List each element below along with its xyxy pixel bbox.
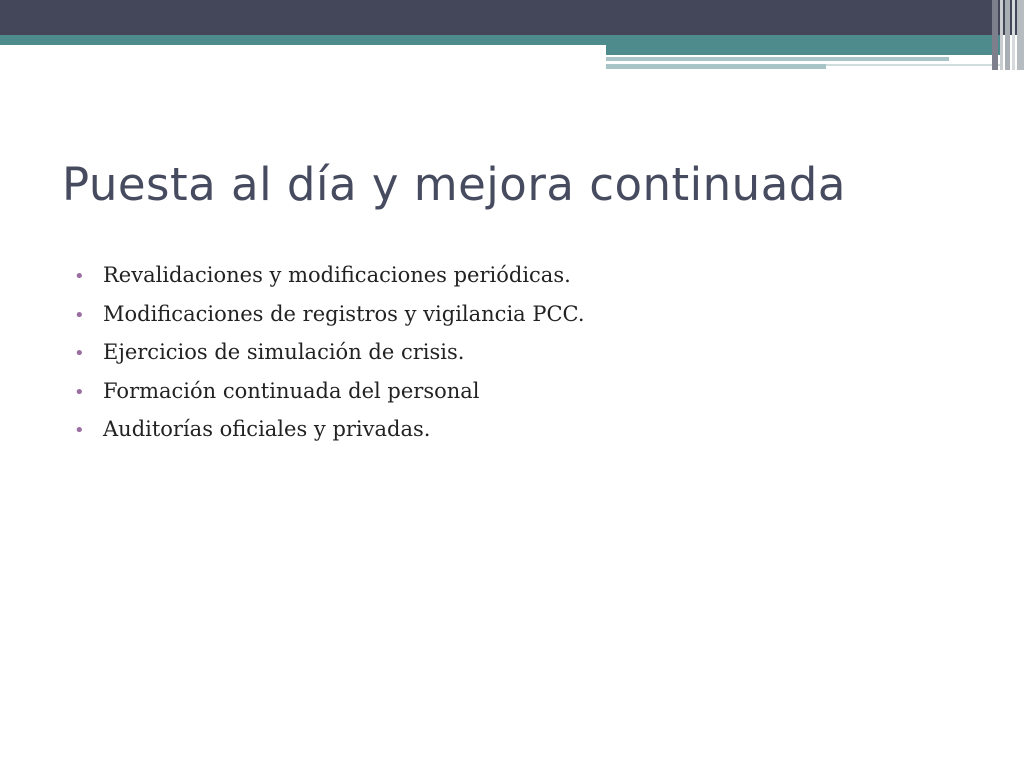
- corner-stripe: [1012, 0, 1015, 70]
- header-teal-accent: [606, 45, 1000, 55]
- bullet-icon: •: [74, 266, 85, 287]
- corner-stripe: [1017, 0, 1024, 70]
- corner-stripe: [1005, 0, 1010, 70]
- bullet-icon: •: [74, 420, 85, 441]
- header-teal-bar: [0, 35, 1000, 45]
- corner-stripe: [1000, 0, 1003, 70]
- list-item-text: Ejercicios de simulación de crisis.: [103, 340, 465, 364]
- list-item: [74, 333, 585, 372]
- slide-title: Puesta al día y mejora continuada: [62, 158, 846, 211]
- bullet-icon: •: [74, 381, 85, 403]
- bullet-list: [74, 256, 585, 449]
- list-item: [74, 295, 585, 334]
- header-dark-bar: [0, 0, 1024, 35]
- header-light-stripe: [826, 64, 1000, 66]
- bullet-icon: •: [74, 343, 85, 364]
- header-light-stripe: [606, 57, 949, 61]
- list-item-text: Formación continuada del personal: [103, 378, 480, 403]
- list-item-text: Auditorías oficiales y privadas.: [103, 417, 431, 441]
- list-item: [74, 256, 585, 295]
- bullet-icon: •: [74, 304, 85, 326]
- list-item: [74, 372, 585, 411]
- list-item: [74, 410, 585, 449]
- corner-stripe: [992, 0, 998, 70]
- header-divider-line: [0, 45, 606, 51]
- header-light-stripe: [606, 64, 826, 69]
- list-item-text: Modificaciones de registros y vigilancia PCC.: [103, 301, 585, 326]
- list-item-text: Revalidaciones y modificaciones periódicas.: [103, 263, 571, 287]
